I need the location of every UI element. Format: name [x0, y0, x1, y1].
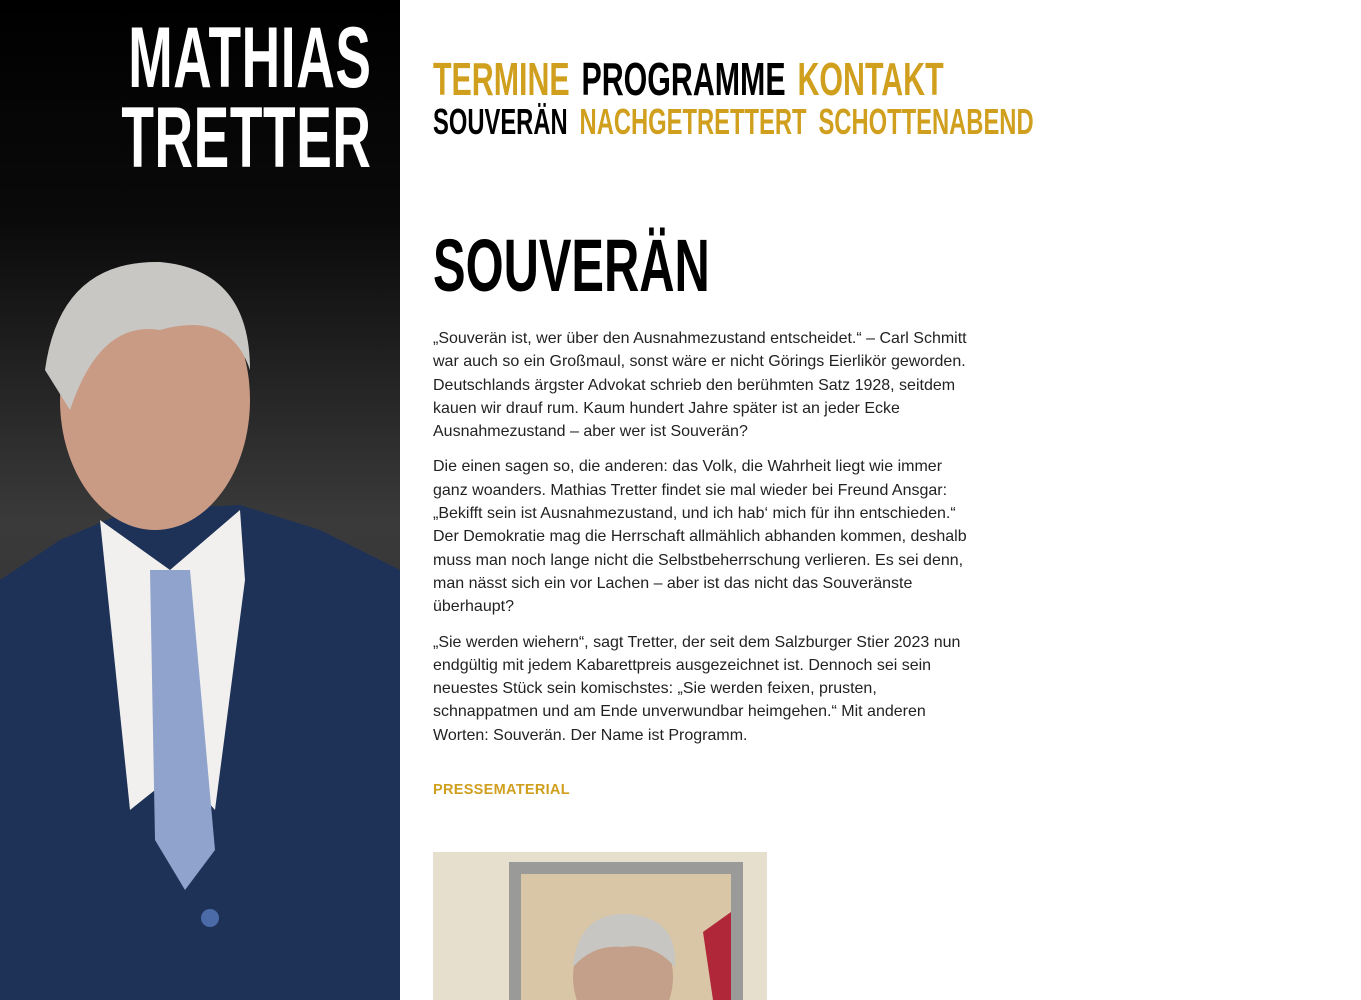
nav-schottenabend[interactable]: SCHOTTENABEND: [818, 101, 1034, 142]
page-title: SOUVERÄN: [433, 224, 710, 307]
nav-souveraen[interactable]: SOUVERÄN: [433, 101, 568, 142]
program-poster-image: [433, 852, 767, 1000]
left-panel: [0, 0, 400, 1000]
nav-nachgetrettert[interactable]: NACHGETRETTERT: [579, 101, 807, 142]
paragraph-2: Die einen sagen so, die anderen: das Volk, die Wahrheit liegt wie immer ganz woanders. Mathias Tretter findet sie mal wieder bei Freund Ansgar: „Bekifft sein ist Ausnahmezustand, und ich hab‘ mich für ihn entschieden.“ Der Demokratie mag die Herrschaft allmählich abhanden kommen, deshalb muss man noch lange nicht die Selbstbeherrschung verlieren. Es sei denn, man nässt sich ein vor Lachen – aber ist das nicht das Souveränste überhaupt?: [433, 458, 967, 616]
paragraph-1: „Souverän ist, wer über den Ausnahmezustand entscheidet.“ – Carl Schmitt war auch so ein Großmaul, sonst wäre er nicht Görings Eierlikör geworden. Deutschlands ärgster Advokat schrieb den berühmten Satz 1928, seitdem kauen wir drauf rum. Kaum hundert Jahre später ist an jeder Ecke Ausnahmezustand – aber wer ist Souverän?: [433, 330, 967, 441]
nav-termine[interactable]: TERMINE: [433, 53, 570, 105]
primary-nav: [433, 55, 1046, 103]
paragraph-3: „Sie werden wiehern“, sagt Tretter, der seit dem Salzburger Stier 2023 nun endgültig mit jedem Kabarettpreis ausgezeichnet ist. Dennoch sei sein neuestes Stück sein komischstes: „Sie werden feixen, prusten, schnappatmen und am Ende unverwundbar heimgehen.“ Mit anderen Worten: Souverän. Der Name ist Programm.: [433, 633, 961, 744]
program-description: [433, 327, 968, 759]
artist-portrait: [0, 250, 400, 1000]
main-navigation: [433, 55, 1361, 141]
site-logo[interactable]: [121, 10, 372, 186]
press-material-link[interactable]: PRESSEMATERIAL: [433, 782, 570, 798]
nav-programme[interactable]: PROGRAMME: [581, 53, 786, 105]
logo-line-2: TRETTER: [121, 90, 372, 186]
program-nav: [433, 103, 1046, 141]
logo-line-1: MATHIAS: [128, 10, 372, 106]
nav-kontakt[interactable]: KONTAKT: [797, 53, 944, 105]
